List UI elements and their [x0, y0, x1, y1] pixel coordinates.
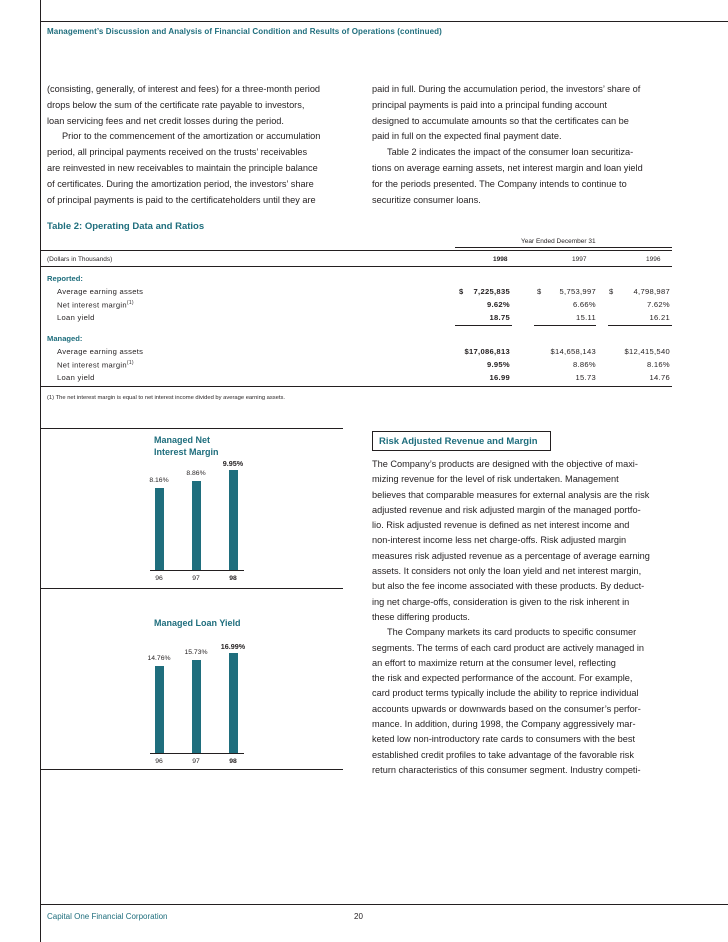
body-line: The Company’s products are designed with the objective of maxi-: [372, 459, 638, 469]
cell-1996: 7.62%: [646, 300, 670, 309]
body-left-column: [47, 82, 347, 208]
body-line: mance. In addition, during 1998, the Company aggressively mar-: [372, 719, 636, 730]
body-line: are reinvested in new receivables to maintain the principle balance: [47, 162, 318, 173]
body-line: segments. The terms of each card product are actively managed in: [372, 642, 645, 653]
chart-tick-label: 98: [229, 758, 237, 765]
row-label: [57, 300, 134, 310]
body-line: period, all principal payments received on the trusts’ receivables: [47, 147, 308, 158]
year-1996: 1996: [646, 256, 661, 263]
body-line: keted low non-introductory rate cards to consumers with the best: [372, 734, 635, 745]
body-line: of principal payments is paid to the certificateholders until they are: [47, 194, 316, 205]
body-line: (consisting, generally, of interest and fees) for a three-month period: [47, 84, 321, 94]
body-line: mizing revenue for the level of risk undertaken. Management: [372, 474, 619, 485]
body-line: of certificates. During the amortization period, the investors’ share: [47, 178, 314, 189]
row-label: Average earning assets: [57, 287, 144, 296]
page-number: 20: [354, 912, 363, 921]
body-line: adjusted revenue and risk adjusted margin of the managed portfo-: [372, 504, 641, 515]
col-rule-1998: [455, 325, 512, 326]
body-line: paid in full on the expected final payment date.: [372, 131, 562, 142]
body-line: these differing products.: [372, 611, 470, 622]
chart-tick-label: 98: [229, 575, 237, 582]
table-row: [47, 360, 672, 373]
table-row: [47, 373, 672, 386]
body-line: assets. It considers not only the loan yield and net interest margin,: [372, 566, 642, 577]
body-line: the risk and expected performance of the account. For example,: [372, 673, 633, 684]
chart-tick-label: 97: [192, 575, 200, 582]
cell-1996: 14.76: [649, 373, 670, 382]
body-line: lio. Risk adjusted revenue is defined as net interest income and: [372, 520, 630, 531]
body-line: securitize consumer loans.: [372, 194, 481, 205]
year-1997: 1997: [572, 256, 587, 263]
chart-value-label: 8.16%: [149, 477, 169, 484]
cell-prefix: $: [459, 287, 464, 296]
chart1-title-line2: Interest Margin: [154, 447, 219, 457]
cell-1997: 5,753,997: [559, 287, 596, 296]
year-header-rule: [455, 247, 672, 248]
chart-value-label: 14.76%: [147, 655, 171, 662]
row-label: Loan yield: [57, 313, 95, 322]
body-line: Prior to the commencement of the amortization or accumulation: [62, 131, 321, 142]
left-margin-rule: [40, 0, 41, 942]
table-row: [47, 300, 672, 313]
cell-1996: 8.16%: [646, 360, 670, 369]
body-line: return characteristics of this consumer segment. Industry competi-: [372, 764, 641, 775]
row-label: Average earning assets: [57, 347, 144, 356]
table-row: [47, 347, 672, 360]
cell-1996: 4,798,987: [633, 287, 670, 296]
body-line: card product terms typically include the ability to reprice individual: [372, 688, 639, 699]
body-line: tions on average earning assets, net interest margin and loan yield: [372, 162, 643, 173]
year-1998: 1998: [493, 256, 508, 263]
row-label: Loan yield: [57, 373, 95, 382]
managed-label: Managed:: [47, 334, 83, 343]
body-line: an effort to maximize return at the consumer level, reflecting: [372, 657, 616, 668]
table-footnote: (1) The net interest margin is equal to net interest income divided by average earning assets.: [47, 395, 286, 401]
chart-bar-98: [229, 470, 238, 570]
chart-divider-rule: [40, 588, 343, 589]
body-line: drops below the sum of the certificate rate payable to investors,: [47, 99, 305, 110]
table-units: (Dollars in Thousands): [47, 256, 113, 263]
chart-bar-98: [229, 653, 238, 753]
cell-1998: 9.62%: [486, 300, 510, 309]
header-rule: [40, 21, 728, 22]
chart-baseline: [150, 570, 244, 571]
chart-bar-96: [155, 666, 164, 753]
row-label: [57, 360, 134, 370]
cell-1997: 8.86%: [572, 360, 596, 369]
risk-section-body: [372, 457, 677, 778]
body-right-column: [372, 82, 677, 208]
table-row: [47, 287, 672, 300]
table-title: Table 2: Operating Data and Ratios: [47, 221, 205, 232]
table-year-header: Year Ended December 31: [521, 238, 596, 245]
body-line: believes that comparable measures for external analysis are the risk: [372, 489, 650, 500]
footnote-marker: (1): [126, 300, 134, 306]
col-rule-1996: [608, 325, 672, 326]
chart-bottom-rule: [40, 769, 343, 770]
table-top-rule: [40, 250, 672, 251]
cell-1998: 7,225,835: [473, 287, 510, 296]
cell-1998: 18.75: [489, 313, 510, 322]
cell-1997: 15.11: [576, 313, 596, 322]
body-line: paid in full. During the accumulation period, the investors’ share of: [372, 84, 641, 94]
cell-prefix: $: [537, 287, 542, 296]
cell-1997: 6.66%: [572, 300, 596, 309]
cell-1998: 16.99: [489, 373, 510, 382]
cell-1998: 9.95%: [486, 360, 510, 369]
chart-top-rule: [40, 428, 343, 429]
cell-1997: $14,658,143: [550, 347, 596, 356]
body-line: accounts upwards or downwards based on the consumer’s perfor-: [372, 703, 641, 714]
body-line: Table 2 indicates the impact of the consumer loan securitiza-: [387, 147, 634, 158]
chart-value-label: 9.95%: [222, 459, 244, 468]
table-header-rule: [40, 266, 672, 267]
body-line: ing net charge-offs, consideration is given to the risk inherent in: [372, 596, 630, 607]
risk-section-title: Risk Adjusted Revenue and Margin: [372, 431, 551, 451]
body-line: for the periods presented. The Company intends to continue to: [372, 178, 627, 189]
chart-bar-97: [192, 660, 201, 753]
body-line: designed to accumulate amounts so that the certificates can be: [372, 115, 629, 126]
col-rule-1997: [534, 325, 596, 326]
body-line: loan servicing fees and net credit losses during the period.: [47, 115, 284, 126]
reported-label: Reported:: [47, 274, 83, 283]
body-line: principal payments is paid into a principal funding account: [372, 99, 607, 110]
chart-value-label: 15.73%: [184, 649, 208, 656]
body-line: established credit profiles to take advantage of the favorable risk: [372, 749, 634, 760]
chart-tick-label: 96: [155, 758, 163, 765]
row-label-text: Net interest margin: [57, 300, 127, 310]
body-line: non-interest income less net charge-offs. Risk adjusted margin: [372, 535, 627, 546]
page-header-title: Management’s Discussion and Analysis of Financial Condition and Results of Operations (continued): [47, 27, 442, 36]
chart-bar-96: [155, 488, 164, 570]
chart2-title: Managed Loan Yield: [154, 618, 241, 628]
chart1-title: [154, 434, 219, 458]
footer-company: Capital One Financial Corporation: [47, 912, 168, 921]
cell-prefix: $: [609, 287, 614, 296]
cell-1996: $12,415,540: [624, 347, 670, 356]
chart-bar-97: [192, 481, 201, 570]
cell-1996: 16.21: [649, 313, 670, 322]
chart-tick-label: 97: [192, 758, 200, 765]
chart1-title-line1: Managed Net: [154, 435, 211, 445]
table-bottom-rule: [40, 386, 672, 387]
chart-value-label: 16.99%: [220, 642, 246, 651]
chart-baseline: [150, 753, 244, 754]
chart-tick-label: 96: [155, 575, 163, 582]
chart-value-label: 8.86%: [186, 470, 206, 477]
footer-rule: [40, 904, 728, 905]
body-line: The Company markets its card products to specific consumer: [387, 627, 637, 638]
cell-1998: $17,086,813: [464, 347, 510, 356]
body-line: measures risk adjusted revenue as a percentage of average earning: [372, 550, 650, 561]
body-line: but also the fee income associated with these products. By deduct-: [372, 581, 645, 592]
footnote-marker: (1): [126, 360, 134, 366]
cell-1997: 15.73: [575, 373, 596, 382]
row-label-text: Net interest margin: [57, 360, 127, 370]
